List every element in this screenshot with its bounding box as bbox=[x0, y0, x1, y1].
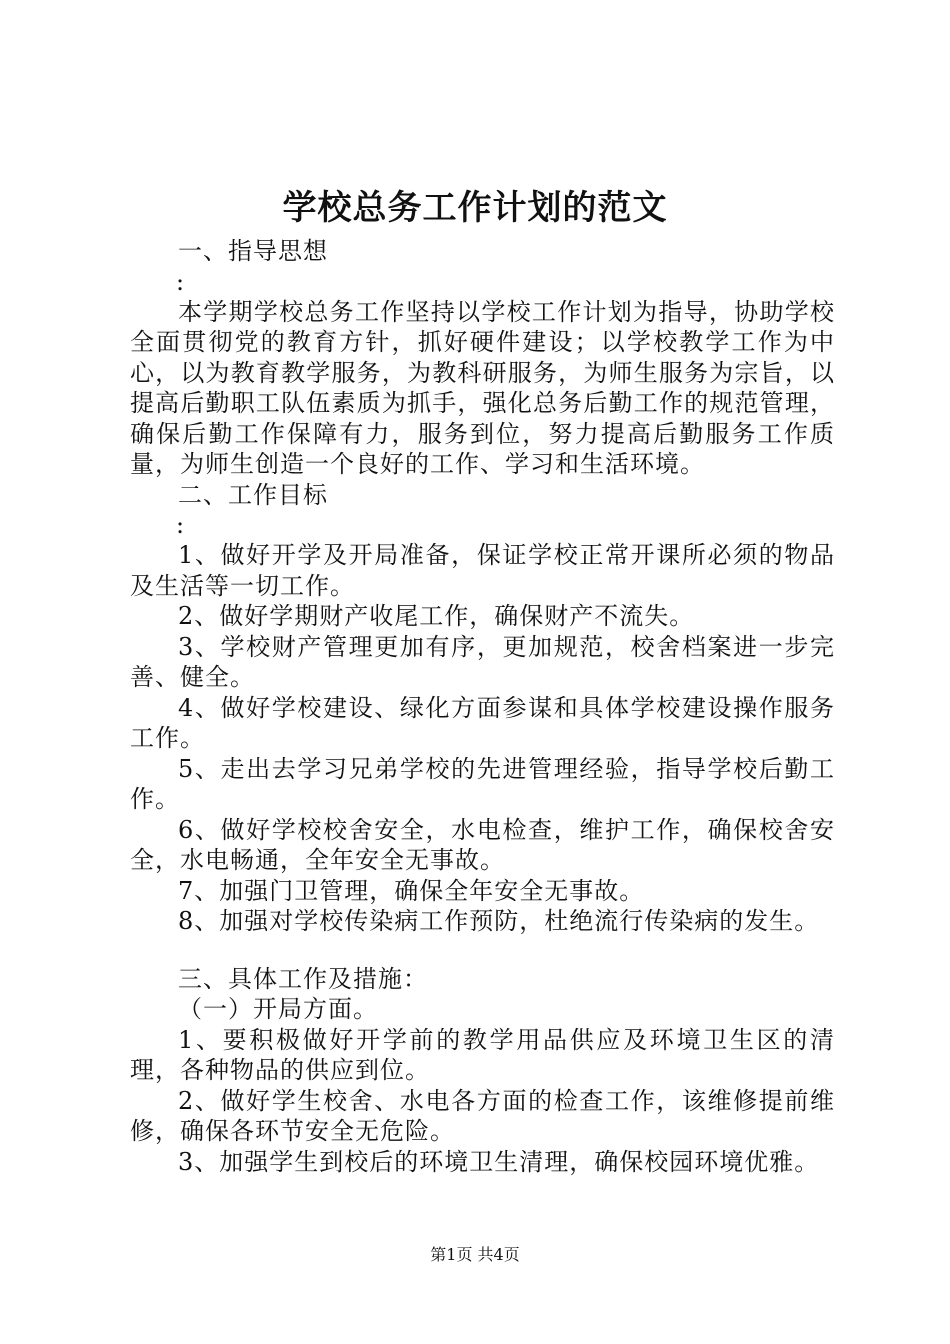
document-title: 学校总务工作计划的范文 bbox=[282, 188, 668, 228]
goal-item: 3、学校财产管理更加有序，更加规范，校舍档案进一步完善、健全。 bbox=[130, 632, 835, 691]
opening-item: 3、加强学生到校后的环境卫生清理，确保校园环境优雅。 bbox=[178, 1147, 820, 1176]
section-colon-guiding: : bbox=[176, 267, 186, 296]
section-heading-measures: 三、具体工作及措施： bbox=[178, 964, 428, 993]
opening-item: 1、要积极做好开学前的教学用品供应及环境卫生区的清理，各种物品的供应到位。 bbox=[130, 1025, 835, 1084]
goal-item: 4、做好学校建设、绿化方面参谋和具体学校建设操作服务工作。 bbox=[130, 693, 835, 752]
subsection-heading-opening: （一）开局方面。 bbox=[178, 995, 378, 1023]
section-heading-goals: 二、工作目标 bbox=[178, 480, 328, 509]
page-footer: 第1页 共4页 bbox=[430, 1245, 520, 1264]
opening-item: 2、做好学生校舍、水电各方面的检查工作，该维修提前维修，确保各环节安全无危险。 bbox=[130, 1086, 835, 1145]
guiding-paragraph: 本学期学校总务工作坚持以学校工作计划为指导，协助学校全面贯彻党的教育方针，抓好硬件建设；以学校教学工作为中心，以为教育教学服务，为教科研服务，为师生服务为宗旨，以提高后勤职工队伍素质为抓手，强化总务后勤工作的规范管理，确保后勤工作保障有力，服务到位，努力提高后勤服务工作质量，为师生创造一个良好的工作、学习和生活环境。 bbox=[130, 297, 835, 478]
goal-item: 7、加强门卫管理，确保全年安全无事故。 bbox=[178, 876, 645, 905]
goal-item: 5、走出去学习兄弟学校的先进管理经验，指导学校后勤工作。 bbox=[130, 754, 835, 813]
document-body bbox=[130, 236, 835, 1177]
section-heading-guiding: 一、指导思想 bbox=[178, 237, 328, 265]
section-colon-goals: : bbox=[176, 511, 186, 539]
paragraph-gap bbox=[130, 937, 835, 964]
goal-item: 2、做好学期财产收尾工作，确保财产不流失。 bbox=[178, 602, 695, 630]
goal-item: 6、做好学校校舍安全，水电检查，维护工作，确保校舍安全，水电畅通，全年安全无事故。 bbox=[130, 815, 835, 874]
goal-item: 8、加强对学校传染病工作预防，杜绝流行传染病的发生。 bbox=[178, 907, 820, 935]
goal-item: 1、做好开学及开局准备，保证学校正常开课所必须的物品及生活等一切工作。 bbox=[130, 541, 835, 600]
